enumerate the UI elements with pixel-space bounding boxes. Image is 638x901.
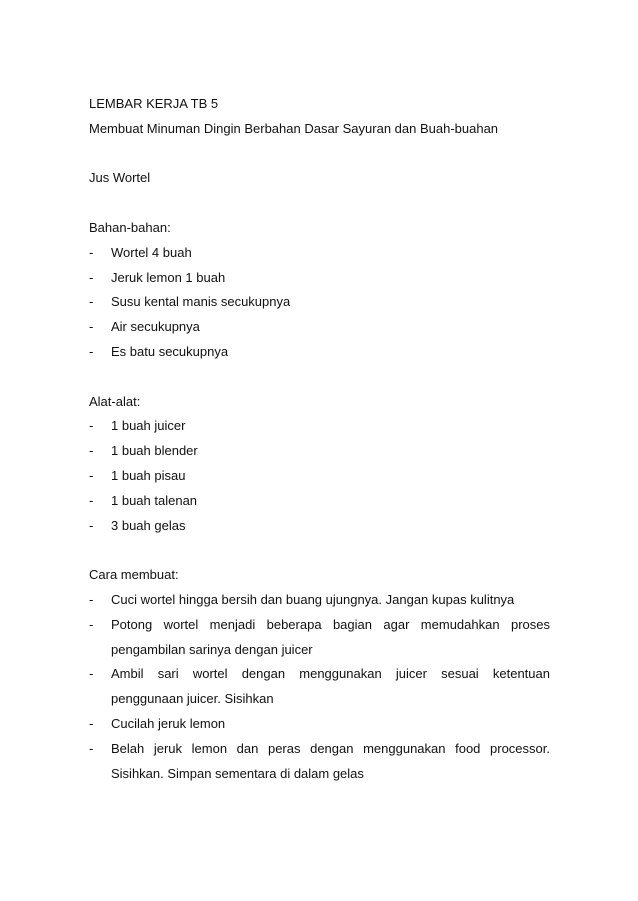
ingredient-item — [89, 340, 550, 365]
ingredient-text: Jeruk lemon 1 buah — [111, 269, 226, 285]
step-text: Potong wortel menjadi beberapa bagian agar memudahkan proses pengambilan sarinya dengan juicer — [111, 616, 550, 657]
ingredient-item — [89, 290, 550, 315]
tool-text: 1 buah blender — [111, 443, 198, 459]
ingredient-text: Susu kental manis secukupnya — [111, 294, 291, 310]
tool-item — [89, 489, 550, 514]
ingredient-item — [89, 315, 550, 340]
ingredient-text: Air secukupnya — [111, 319, 200, 335]
bullet-dash: - — [89, 616, 94, 632]
ingredients-heading: Bahan-bahan: — [89, 219, 171, 235]
tool-item — [89, 464, 550, 489]
spacer — [89, 538, 550, 563]
tool-item — [89, 514, 550, 539]
document-subtitle: Membuat Minuman Dingin Berbahan Dasar Sayuran dan Buah-buahan — [89, 120, 499, 136]
tool-item — [89, 414, 550, 439]
bullet-dash: - — [89, 269, 94, 285]
step-item — [89, 712, 550, 737]
bullet-dash: - — [89, 715, 94, 731]
step-text: Belah jeruk lemon dan peras dengan menggunakan food processor. Sisihkan. Simpan sementara di dalam gelas — [111, 740, 550, 781]
bullet-dash: - — [89, 740, 94, 756]
step-text: Cucilah jeruk lemon — [111, 715, 226, 731]
step-item — [89, 588, 550, 613]
step-text: Ambil sari wortel dengan menggunakan juicer sesuai ketentuan penggunaan juicer. Sisihkan — [111, 666, 550, 707]
spacer — [89, 365, 550, 390]
ingredient-item — [89, 266, 550, 291]
steps-heading: Cara membuat: — [89, 567, 179, 583]
tools-heading: Alat-alat: — [89, 393, 141, 409]
bullet-dash: - — [89, 443, 94, 459]
tool-text: 1 buah juicer — [111, 418, 186, 434]
spacer — [89, 191, 550, 216]
bullet-dash: - — [89, 418, 94, 434]
bullet-dash: - — [89, 319, 94, 335]
spacer — [89, 142, 550, 167]
ingredient-text: Wortel 4 buah — [111, 244, 192, 260]
tool-item — [89, 439, 550, 464]
tool-text: 3 buah gelas — [111, 517, 186, 533]
bullet-dash: - — [89, 294, 94, 310]
tool-text: 1 buah talenan — [111, 492, 198, 508]
step-item — [89, 662, 550, 712]
bullet-dash: - — [89, 244, 94, 260]
step-text: Cuci wortel hingga bersih dan buang ujungnya. Jangan kupas kulitnya — [111, 591, 515, 607]
step-item — [89, 613, 550, 663]
bullet-dash: - — [89, 343, 94, 359]
bullet-dash: - — [89, 591, 94, 607]
document-content — [89, 92, 550, 786]
tool-text: 1 buah pisau — [111, 467, 186, 483]
ingredient-text: Es batu secukupnya — [111, 343, 229, 359]
bullet-dash: - — [89, 492, 94, 508]
bullet-dash: - — [89, 467, 94, 483]
ingredient-item — [89, 241, 550, 266]
bullet-dash: - — [89, 517, 94, 533]
document-title: LEMBAR KERJA TB 5 — [89, 96, 219, 111]
bullet-dash: - — [89, 666, 94, 682]
recipe-name: Jus Wortel — [89, 170, 151, 186]
step-item — [89, 737, 550, 787]
